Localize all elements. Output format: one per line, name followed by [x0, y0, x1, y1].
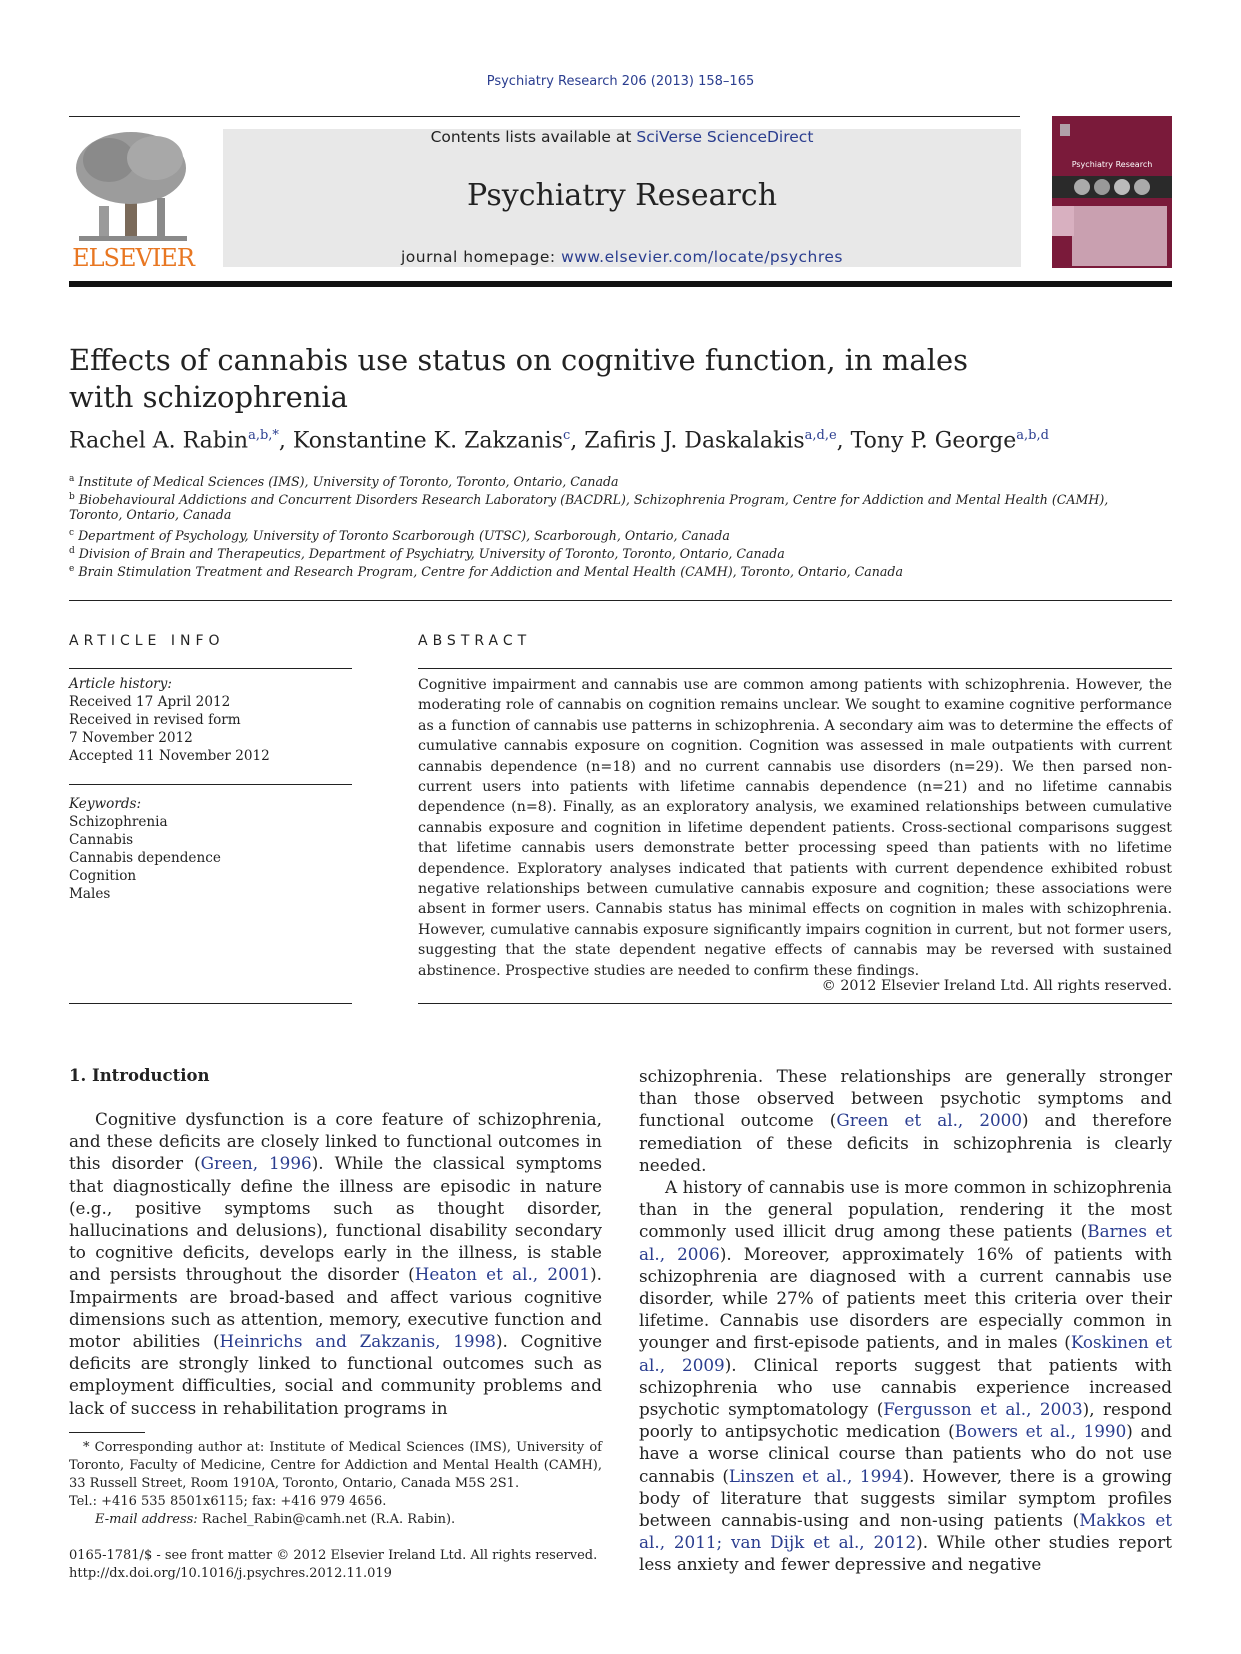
affiliation: $^e$ Brain Stimulation Treatment and Research Program, Centre for Addiction and Mental Health (CAMH), Toronto, Ontario, Canada: [69, 564, 903, 580]
article-info-heading: ARTICLE INFO: [69, 633, 225, 649]
keyword: Males: [69, 886, 111, 902]
history-item: Received in revised form: [69, 712, 241, 728]
citation-link[interactable]: Linszen et al., 1994: [728, 1465, 903, 1486]
citation-link[interactable]: Koskinen et al., 2009: [639, 1332, 1172, 1375]
section-rule: [69, 668, 352, 669]
top-rule: [69, 116, 1020, 117]
section-rule: [418, 1003, 1172, 1004]
article-title: Effects of cannabis use status on cognitive function, in males with schizophrenia: [69, 343, 969, 414]
front-matter: [69, 1547, 629, 1583]
elsevier-wordmark: ELSEVIER: [72, 244, 194, 272]
citation-link[interactable]: Heinrichs and Zakzanis, 1998: [219, 1331, 496, 1352]
section-rule: [69, 1003, 352, 1004]
citation-link[interactable]: Green, 1996: [200, 1153, 312, 1174]
author-affiliation-marker[interactable]: a,d,e: [804, 428, 837, 443]
section-rule: [69, 784, 352, 785]
affiliation: $^b$ Biobehavioural Addictions and Concurrent Disorders Research Laboratory (BACDRL), Schizophrenia Program, Centre for Addiction and Mental Health (CAMH),: [69, 492, 1109, 508]
header-rule: [69, 281, 1172, 287]
author-list: Rachel A. Rabin$^{a,b,*}$, Konstantine K. Zakzanis$^c$, Zafiris J. Daskalakis$^{a,d,e}$, Tony P. George$^{a,b,d}$: [69, 428, 1049, 454]
citation-link[interactable]: Heaton et al., 2001: [414, 1264, 591, 1285]
history-item: Accepted 11 November 2012: [69, 748, 270, 764]
history-item: Received 17 April 2012: [69, 694, 231, 710]
keyword: Cannabis dependence: [69, 850, 221, 866]
keyword: Cannabis: [69, 832, 134, 848]
section-rule: [418, 668, 1172, 669]
homepage-line: journal homepage: www.elsevier.com/locate/psychres: [400, 248, 843, 266]
affiliation: $^d$ Division of Brain and Therapeutics, Department of Psychiatry, University of Toronto, Toronto, Ontario, Canada: [69, 546, 785, 562]
author-affiliation-marker[interactable]: c: [563, 428, 571, 443]
journal-cover-thumbnail: [1052, 116, 1172, 268]
article-history: Article history: Received 17 April 2012 Received in revised form 7 November 2012 Accepted 11 November 2012: [69, 675, 352, 765]
citation-link[interactable]: Makkos et al., 2011; van Dijk et al., 2012: [639, 1510, 1172, 1553]
author: Konstantine K. Zakzanis: [292, 428, 564, 454]
citation-link[interactable]: Barnes et al., 2006: [639, 1221, 1172, 1264]
footnote: [69, 1439, 602, 1529]
corresponding-author-note: * Corresponding author at: Institute of Medical Sciences (IMS), University of Toronto, Faculty of Medicine, Centre for Addiction and Mental Health (CAMH), 33 Russell Street, Room 1910A, Toronto, Ontario, Canada M5S 2S1.: [69, 1440, 602, 1491]
affiliation: $^c$ Department of Psychology, University of Toronto Scarborough (UTSC), Scarborough, Ontario, Canada: [69, 528, 730, 544]
email-link[interactable]: Rachel_Rabin@camh.net (R.A. Rabin).: [197, 1512, 456, 1527]
affiliation: Toronto, Ontario, Canada: [69, 507, 232, 522]
section-rule: [69, 600, 1172, 601]
author: Zafiris J. Daskalakis: [584, 428, 805, 454]
paragraph: schizophrenia. These relationships are generally stronger than those observed between psychotic symptoms and functional outcome (Green et al., 2000) and therefore remediation of these deficits in schizophrenia is clearly needed.: [639, 1066, 1172, 1175]
section-heading: 1. Introduction: [69, 1066, 210, 1085]
sciencedirect-link[interactable]: SciVerse ScienceDirect: [636, 128, 814, 146]
issn-line: 0165-1781/$ - see front matter © 2012 Elsevier Ireland Ltd. All rights reserved.: [69, 1548, 598, 1563]
abstract-heading: ABSTRACT: [418, 633, 532, 649]
body-column-right: [639, 1065, 1172, 1576]
journal-title: Psychiatry Research: [466, 178, 778, 213]
keyword: Schizophrenia: [69, 814, 168, 830]
citation-link[interactable]: Green et al., 2000: [836, 1110, 1023, 1131]
doi-link[interactable]: http://dx.doi.org/10.1016/j.psychres.2012.11.019: [69, 1566, 392, 1581]
contents-line: Contents lists available at SciVerse ScienceDirect: [430, 128, 814, 146]
contact-phone: Tel.: +416 535 8501x6115; fax: +416 979 4656.: [69, 1494, 387, 1509]
footnote-rule: [69, 1432, 145, 1433]
abstract-copyright: © 2012 Elsevier Ireland Ltd. All rights reserved.: [821, 978, 1172, 994]
citation-link[interactable]: Bowers et al., 1990: [954, 1421, 1127, 1442]
author: Rachel A. Rabin: [69, 428, 249, 454]
affiliation: $^a$ Institute of Medical Sciences (IMS), University of Toronto, Toronto, Ontario, Canada: [69, 474, 619, 490]
cover-title: Psychiatry Research: [1071, 160, 1153, 169]
keyword: Cognition: [69, 868, 137, 884]
body-column-left: [69, 1064, 602, 1419]
abstract-text: Cognitive impairment and cannabis use are common among patients with schizophrenia. However, the moderating role of cannabis on cognition remains unclear. We sought to examine cognitive performance as a function of cannabis use patterns in schizophrenia. A secondary aim was to determine the effects of cumulative cannabis exposure on cognition. Cognition was assessed in male outpatients with current cannabis dependence (n=18) and no current cannabis use disorders (n=29). We then parsed non-current users into patients with lifetime cannabis dependence (n=21) and no lifetime cannabis dependence (n=8). Finally, as an exploratory analysis, we examined relationships between cumulative cannabis exposure and cognition in lifetime dependent patients. Cross-sectional comparisons suggest that lifetime cannabis users demonstrate better processing speed than patients with no lifetime dependence. Exploratory analyses indicated that patients with current dependence exhibited robust negative relationships between cumulative cannabis exposure and cognition; these associations were absent in former users. Cannabis status has minimal effects on cognition in males with schizophrenia. However, cumulative cannabis exposure significantly impairs cognition in current, but not former users, suggesting that the state dependent negative effects of cannabis may be reversed with sustained abstinence. Prospective studies are needed to confirm these findings.: [418, 677, 1172, 979]
author: Tony P. George: [850, 428, 1017, 454]
journal-reference[interactable]: Psychiatry Research 206 (2013) 158–165: [486, 74, 755, 89]
author-affiliation-marker[interactable]: a,b,d: [1016, 428, 1049, 443]
paragraph: A history of cannabis use is more common in schizophrenia than in the general population, rendering it the most commonly used illicit drug among these patients (Barnes et al., 2006). Moreover, approximately 16% of patients with schizophrenia are diagnosed with a current cannabis use disorder, while 27% of patients meet this criteria over their lifetime. Cannabis use disorders are especially common in younger and first-episode patients, and in males (Koskinen et al., 2009). Clinical reports suggest that patients with schizophrenia who use cannabis experience increased psychotic symptomatology (Fergusson et al., 2003), respond poorly to antipsychotic medication (Bowers et al., 1990) and have a worse clinical course than patients who do not use cannabis (Linszen et al., 1994). However, there is a growing body of literature that suggests similar symptom profiles between cannabis-using and non-using patients (Makkos et al., 2011; van Dijk et al., 2012). While other studies report less anxiety and fewer depressive and negative: [639, 1177, 1172, 1575]
keywords: Keywords: Schizophrenia Cannabis Cannabis dependence Cognition Males: [69, 795, 352, 903]
homepage-link[interactable]: www.elsevier.com/locate/psychres: [561, 248, 843, 266]
paragraph: Cognitive dysfunction is a core feature of schizophrenia, and these deficits are closely linked to functional outcomes in this disorder (Green, 1996). While the classical symptoms that diagnostically define the illness are episodic in nature (e.g., positive symptoms such as thought disorder, hallucinations and delusions), functional disability secondary to cognitive deficits, develops early in the illness, is stable and persists throughout the disorder (Heaton et al., 2001). Impairments are broad-based and affect various cognitive dimensions such as attention, memory, executive function and motor abilities (Heinrichs and Zakzanis, 1998). Cognitive deficits are strongly linked to functional outcomes such as employment difficulties, social and community problems and lack of success in rehabilitation programs in: [69, 1109, 602, 1418]
contact-email: E-mail address: Rachel_Rabin@camh.net (R.A. Rabin).: [95, 1512, 456, 1527]
history-item: 7 November 2012: [69, 730, 193, 746]
citation-link[interactable]: Fergusson et al., 2003: [883, 1399, 1083, 1420]
author-affiliation-marker[interactable]: a,b,*: [248, 428, 279, 443]
